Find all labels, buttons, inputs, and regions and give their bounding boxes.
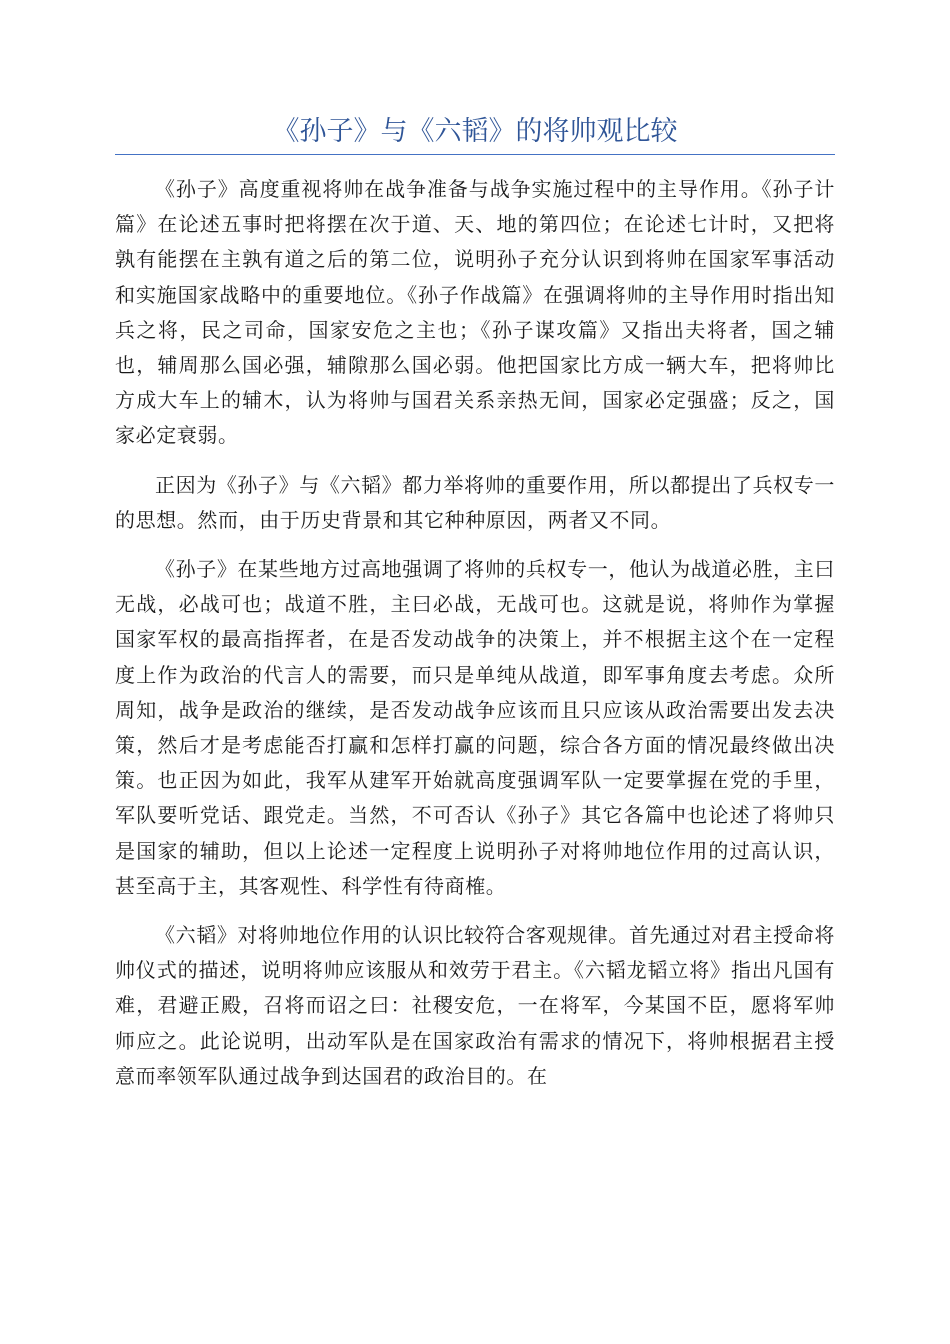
paragraph-3: 《孙子》在某些地方过高地强调了将帅的兵权专一，他认为战道必胜，主曰无战，必战可也；战道不胜，主曰必战，无战可也。这就是说，将帅作为掌握国家军权的最高指挥者，在是否发动战争的决策上，并不根据主这个在一定程度上作为政治的代言人的需要，而只是单纯从战道，即军事角度去考虑。众所周知，战争是政治的继续，是否发动战争应该而且只应该从政治需要出发去决策，然后才是考虑能否打赢和怎样打赢的问题，综合各方面的情况最终做出决策。也正因为如此，我军从建军开始就高度强调军队一定要掌握在党的手里，军队要听党话、跟党走。当然，不可否认《孙子》其它各篇中也论述了将帅只是国家的辅助，但以上论述一定程度上说明孙子对将帅地位作用的过高认识，甚至高于主，其客观性、科学性有待商榷。: [115, 557, 835, 898]
paragraph-1: 《孙子》高度重视将帅在战争准备与战争实施过程中的主导作用。《孙子计篇》在论述五事时把将摆在次于道、天、地的第四位；在论述七计时，又把将孰有能摆在主孰有道之后的第二位，说明孙子充分认识到将帅在国家军事活动和实施国家战略中的重要地位。《孙子作战篇》在强调将帅的主导作用时指出知兵之将，民之司命，国家安危之主也；《孙子谋攻篇》又指出夫将者，国之辅也，辅周那么国必强，辅隙那么国必弱。他把国家比方成一辆大车，把将帅比方成大车上的辅木，认为将帅与国君关系亲热无间，国家必定强盛；反之，国家必定衰弱。: [115, 177, 835, 448]
paragraph-4: 《六韬》对将帅地位作用的认识比较符合客观规律。首先通过对君主授命将帅仪式的描述，说明将帅应该服从和效劳于君主。《六韬龙韬立将》指出凡国有难，君避正殿，召将而诏之曰：社稷安危，一在将军，今某国不臣，愿将军帅师应之。此论说明，出动军队是在国家政治有需求的情况下，将帅根据君主授意而率领军队通过战争到达国君的政治目的。在: [115, 923, 835, 1088]
paragraph-2: 正因为《孙子》与《六韬》都力举将帅的重要作用，所以都提出了兵权专一的思想。然而，由于历史背景和其它种种原因，两者又不同。: [115, 472, 835, 532]
title-underline: [115, 154, 835, 155]
document-title: 《孙子》与《六韬》的将帅观比较: [272, 116, 678, 147]
document-body: [115, 172, 835, 1108]
